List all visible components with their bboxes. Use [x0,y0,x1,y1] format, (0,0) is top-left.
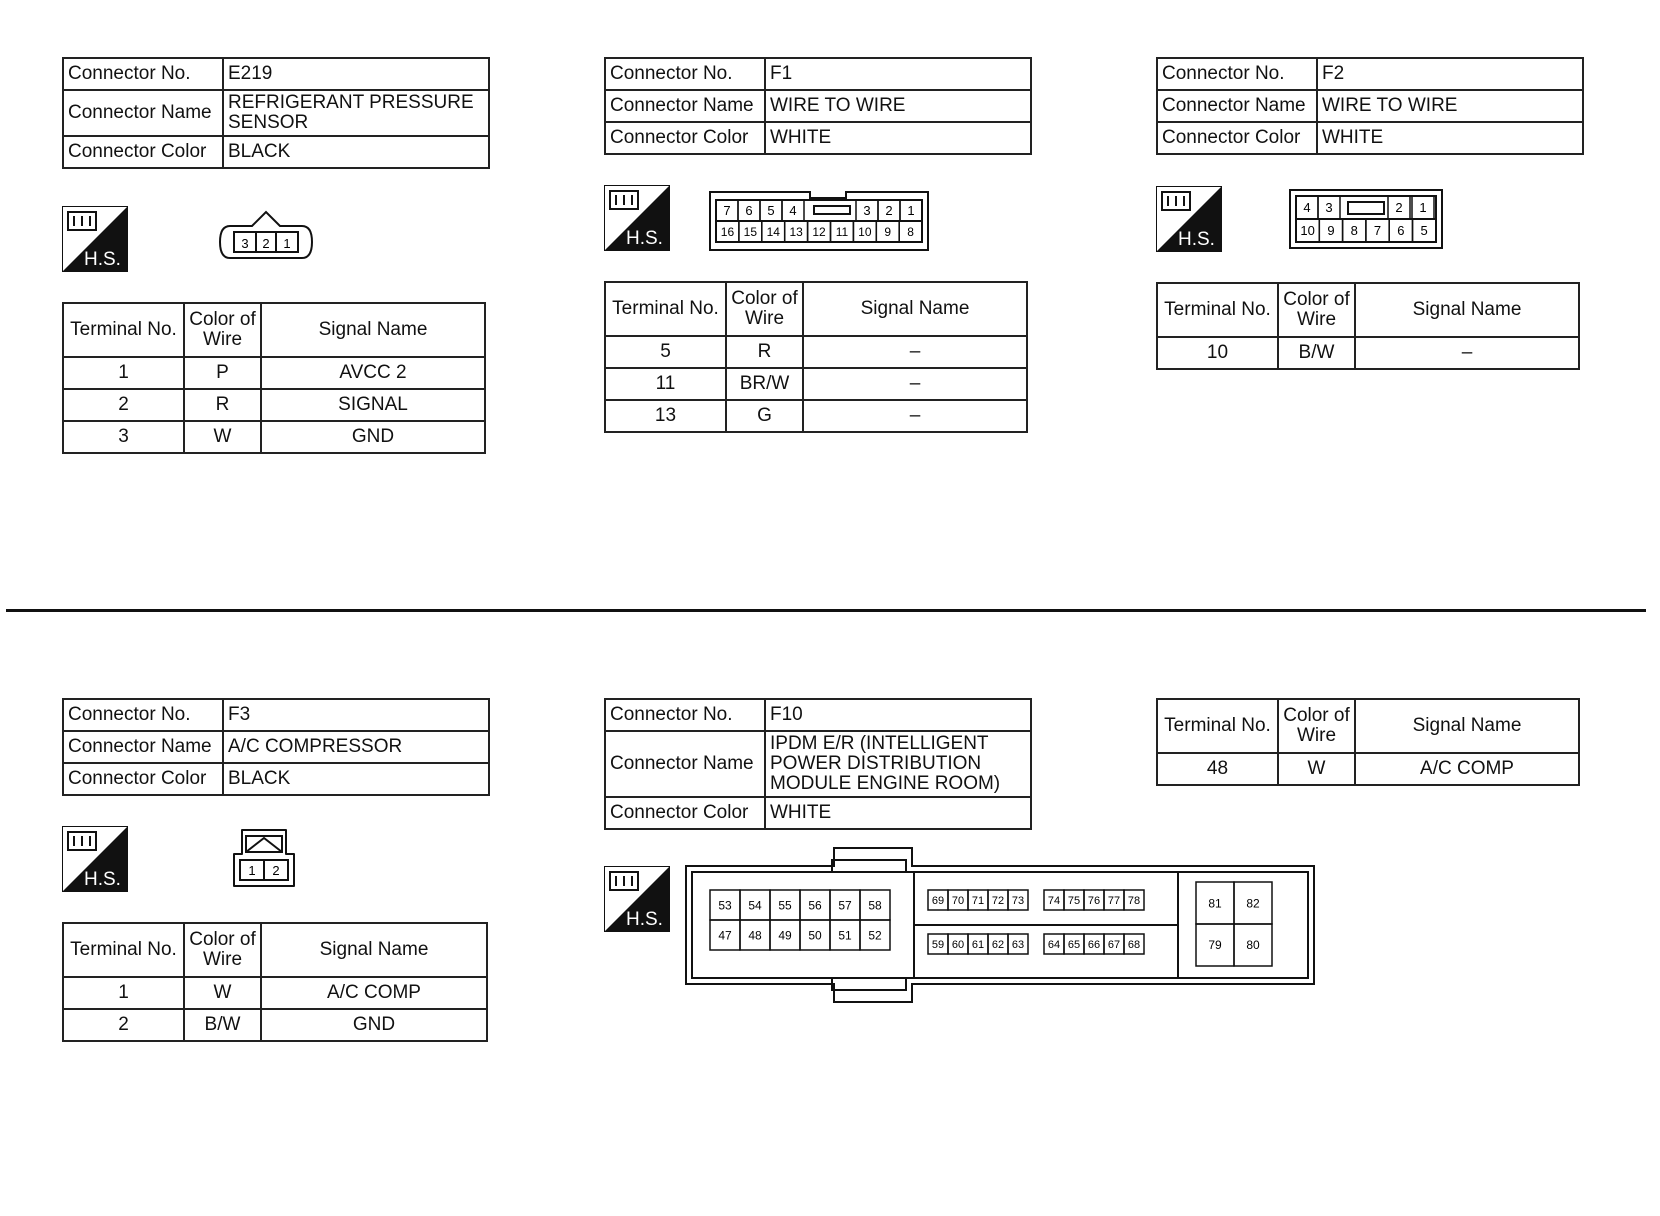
terminal-cell: 2 [63,1009,184,1041]
pin-label: 1 [248,863,256,878]
connector-name-value: IPDM E/R (INTELLIGENT POWER DISTRIBUTION MODULE ENGINE ROOM) [765,731,1031,797]
pin-label: 74 [1047,894,1061,907]
signal-name-header: Signal Name [261,303,485,357]
wire-color-cell: W [184,421,261,453]
connector-no-label: Connector No. [63,699,223,731]
wire-color-header: Color of Wire [184,303,261,357]
terminal-cell: 2 [63,389,184,421]
pin-label: 53 [718,898,732,913]
connector-no-label: Connector No. [1157,58,1317,90]
connector-name-value: WIRE TO WIRE [765,90,1031,122]
terminal-cell: 13 [605,400,726,432]
pin-label: 72 [991,894,1005,907]
pin-label: 8 [907,224,914,239]
pin-label: 2 [272,863,280,878]
f10-info-table [604,698,1032,830]
pin-label: 3 [241,236,249,251]
pin-label: 7 [1373,223,1382,239]
wire-color-cell: W [184,977,261,1009]
signal-name-cell: – [1355,337,1579,369]
harness-side-icon [62,206,128,272]
pin-label: 1 [1419,200,1427,215]
pin-label: 10 [858,224,872,239]
pin-label: 80 [1246,938,1260,952]
connector-no-label: Connector No. [605,699,765,731]
f1-info-table [604,57,1032,155]
connector-name-value: A/C COMPRESSOR [223,731,489,763]
pin-label: 82 [1246,896,1260,911]
pin-label: 4 [1303,200,1311,215]
harness-side-icon [62,826,128,892]
terminal-no-header: Terminal No. [1157,283,1278,337]
connector-no-value: F2 [1317,58,1583,90]
connector-color-label: Connector Color [63,763,223,795]
f3-terminal-table [62,922,488,1042]
wire-color-cell: B/W [184,1009,261,1041]
pin-label: 48 [748,928,762,943]
pin-label: 47 [718,928,732,943]
f10-terminal-table [1156,698,1580,786]
table-row [605,336,1027,368]
f3-connector-face [230,826,298,890]
pin-label: 78 [1127,894,1141,907]
table-row [63,357,485,389]
pin-label: 81 [1208,896,1222,911]
wire-color-header: Color of Wire [726,282,803,336]
terminal-no-header: Terminal No. [63,303,184,357]
wire-color-cell: W [1278,753,1355,785]
wire-color-cell: P [184,357,261,389]
pin-label: 4 [789,203,797,219]
hs-label: H.S. [1178,229,1215,250]
pin-label: 3 [863,203,871,218]
pin-label: 9 [1327,223,1335,239]
pin-label: 58 [868,898,882,913]
pin-label: 2 [885,203,893,218]
signal-name-header: Signal Name [1355,283,1579,337]
signal-name-cell: SIGNAL [261,389,485,421]
pin-label: 68 [1127,938,1141,951]
connector-no-label: Connector No. [63,58,223,90]
pin-label: 56 [808,898,822,913]
pin-label: 76 [1087,894,1101,907]
terminal-cell: 10 [1157,337,1278,369]
pin-label: 3 [1325,200,1333,215]
connector-name-label: Connector Name [605,731,765,797]
f2-info-table [1156,57,1584,155]
connector-color-label: Connector Color [1157,122,1317,154]
section-divider [6,609,1646,612]
f2-connector-face [1288,188,1444,250]
pin-label: 71 [971,894,985,907]
terminal-cell: 48 [1157,753,1278,785]
pin-label: 7 [723,203,731,219]
signal-name-cell: A/C COMP [1355,753,1579,785]
wire-color-cell: R [726,336,803,368]
wire-color-header: Color of Wire [184,923,261,977]
connector-color-label: Connector Color [605,122,765,154]
wire-color-header: Color of Wire [1278,283,1355,337]
connector-no-value: F10 [765,699,1031,731]
hs-label: H.S. [84,869,121,890]
terminal-no-header: Terminal No. [1157,699,1278,753]
pin-label: 59 [931,938,945,951]
pin-label: 9 [884,224,892,239]
signal-name-cell: – [803,336,1027,368]
terminal-cell: 1 [63,357,184,389]
connector-color-value: WHITE [1317,122,1583,154]
e219-connector-face [216,208,316,266]
terminal-cell: 1 [63,977,184,1009]
pin-label: 10 [1300,223,1315,239]
connector-no-value: E219 [223,58,489,90]
connector-color-value: BLACK [223,763,489,795]
pin-label: 15 [743,224,758,239]
terminal-no-header: Terminal No. [63,923,184,977]
f1-terminal-table [604,281,1028,433]
pin-label: 79 [1208,938,1222,952]
pin-label: 11 [835,224,849,239]
hs-label: H.S. [626,228,663,249]
wire-color-cell: G [726,400,803,432]
terminal-no-header: Terminal No. [605,282,726,336]
pin-label: 6 [745,203,753,219]
pin-label: 14 [766,224,780,239]
signal-name-cell: GND [261,1009,487,1041]
pin-label: 2 [1395,200,1403,215]
pin-label: 65 [1067,938,1081,951]
wire-color-cell: R [184,389,261,421]
harness-side-icon [604,866,670,932]
table-row [63,1009,487,1041]
f1-connector-face [708,190,930,252]
pin-label: 73 [1011,894,1025,907]
signal-name-header: Signal Name [803,282,1027,336]
pin-label: 57 [838,898,852,913]
pin-label: 8 [1350,223,1358,239]
signal-name-cell: AVCC 2 [261,357,485,389]
pin-label: 52 [868,928,882,943]
wire-color-cell: B/W [1278,337,1355,369]
pin-label: 66 [1087,938,1101,951]
wire-color-cell: BR/W [726,368,803,400]
terminal-cell: 11 [605,368,726,400]
hs-label: H.S. [626,909,663,930]
pin-label: 51 [838,928,852,943]
pin-label: 75 [1067,894,1081,907]
signal-name-cell: GND [261,421,485,453]
pin-label: 50 [808,928,822,943]
pin-label: 13 [789,224,803,239]
hs-label: H.S. [84,249,121,270]
connector-color-value: BLACK [223,136,489,168]
pin-label: 1 [907,203,915,218]
table-row [605,368,1027,400]
connector-color-label: Connector Color [63,136,223,168]
pin-label: 70 [951,894,965,907]
table-row [63,421,485,453]
terminal-cell: 5 [605,336,726,368]
table-row [605,400,1027,432]
pin-label: 61 [971,938,985,951]
signal-name-header: Signal Name [1355,699,1579,753]
pin-label: 55 [778,898,792,913]
e219-info-table [62,57,490,169]
signal-name-header: Signal Name [261,923,487,977]
f2-terminal-table [1156,282,1580,370]
connector-name-label: Connector Name [1157,90,1317,122]
pin-label: 64 [1047,938,1061,951]
pin-label: 6 [1397,223,1405,239]
pin-label: 69 [931,894,945,907]
pin-label: 63 [1011,938,1025,951]
pin-label: 1 [283,236,291,251]
connector-name-label: Connector Name [605,90,765,122]
connector-color-value: WHITE [765,122,1031,154]
wire-color-header: Color of Wire [1278,699,1355,753]
pin-label: 5 [767,203,775,219]
pin-label: 60 [951,938,965,951]
harness-side-icon [1156,186,1222,252]
pin-label: 62 [991,938,1005,951]
pin-label: 77 [1107,894,1121,907]
signal-name-cell: – [803,368,1027,400]
connector-name-label: Connector Name [63,90,223,136]
table-row [63,389,485,421]
connector-color-label: Connector Color [605,797,765,829]
connector-name-label: Connector Name [63,731,223,763]
table-row [1157,753,1579,785]
terminal-cell: 3 [63,421,184,453]
connector-no-value: F3 [223,699,489,731]
f10-connector-face [684,846,1316,1006]
pin-label: 12 [812,224,826,239]
connector-color-value: WHITE [765,797,1031,829]
connector-no-value: F1 [765,58,1031,90]
pin-label: 5 [1420,223,1428,239]
connector-name-value: WIRE TO WIRE [1317,90,1583,122]
signal-name-cell: – [803,400,1027,432]
pin-label: 67 [1107,938,1121,951]
pin-label: 16 [720,224,735,239]
e219-terminal-table [62,302,486,454]
harness-side-icon [604,185,670,251]
table-row [63,977,487,1009]
signal-name-cell: A/C COMP [261,977,487,1009]
pin-label: 54 [748,898,762,913]
f3-info-table [62,698,490,796]
pin-label: 49 [778,928,792,943]
connector-name-value: REFRIGERANT PRESSURE SENSOR [223,90,489,136]
connector-no-label: Connector No. [605,58,765,90]
table-row [1157,337,1579,369]
pin-label: 2 [262,236,270,251]
